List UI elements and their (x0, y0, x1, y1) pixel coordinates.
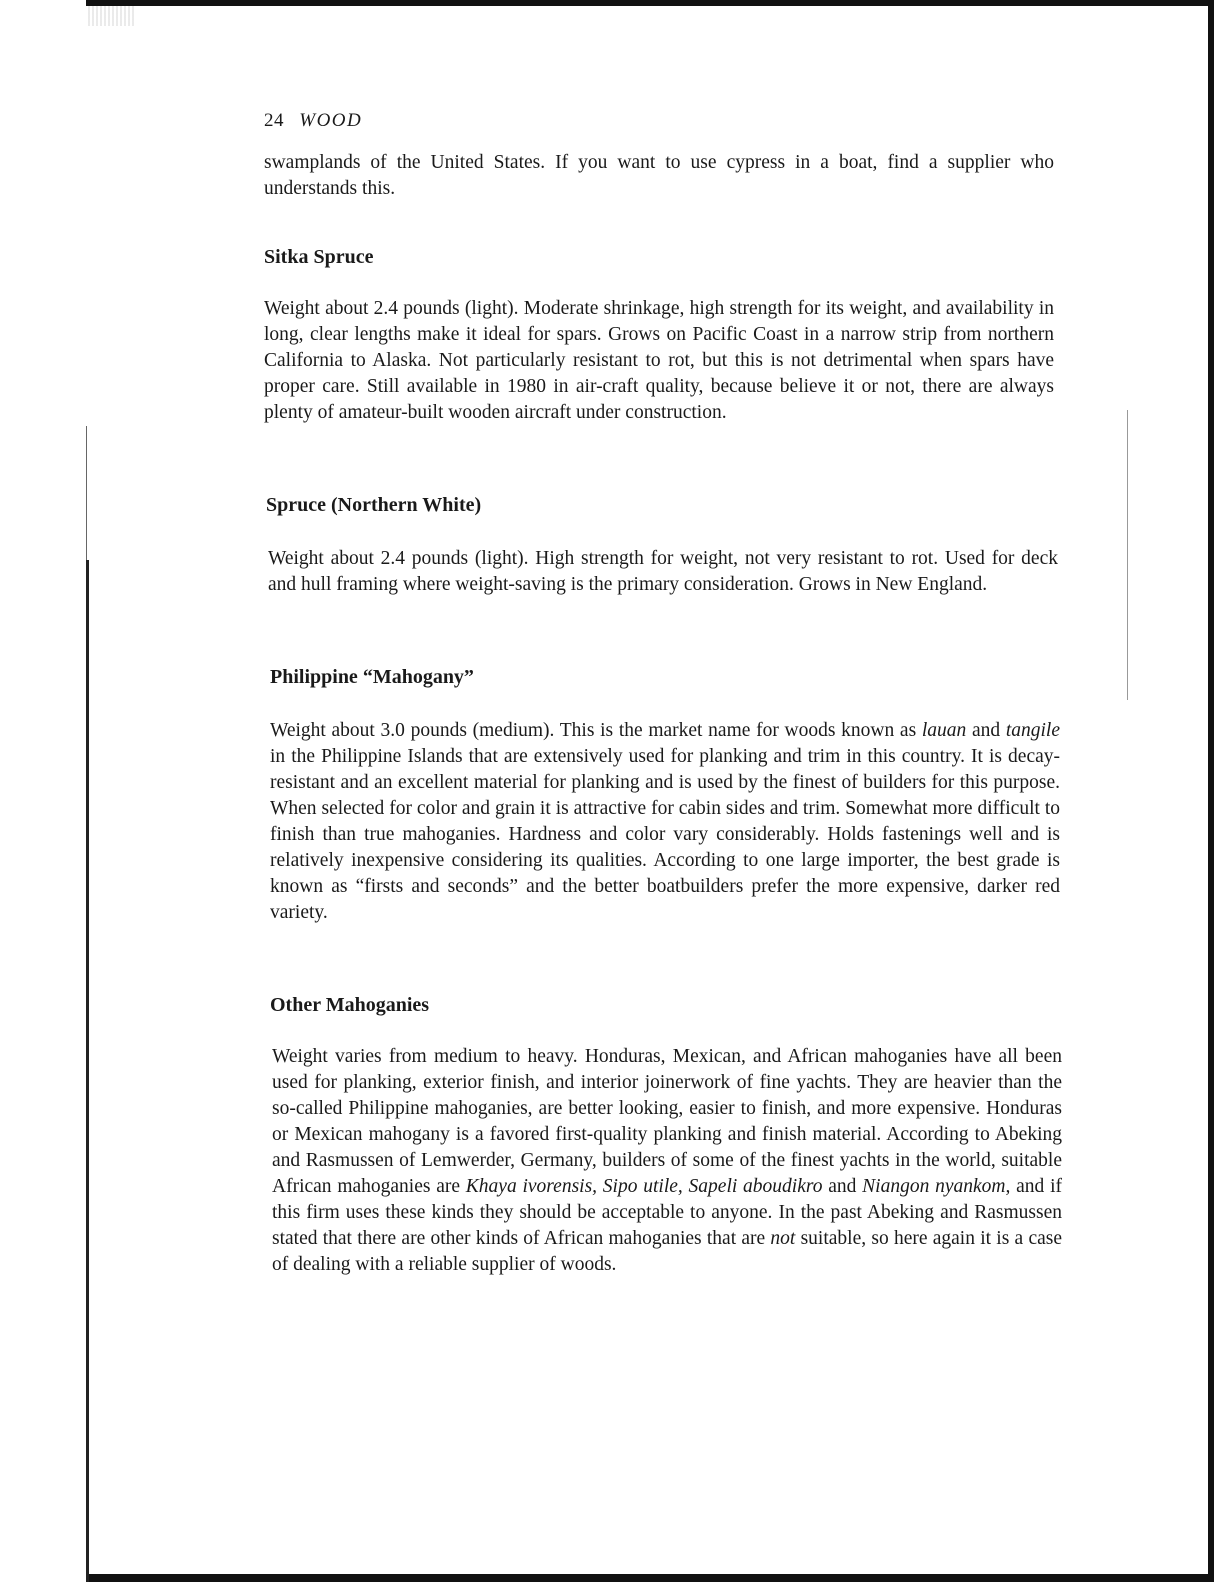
text-run: and (966, 720, 1006, 741)
section-heading-sitka-spruce: Sitka Spruce (264, 246, 374, 268)
text-run: suitable, so here again it is a case of dealing with a reliable supplier of woods. (272, 1228, 1062, 1275)
page-number: 24 (264, 110, 284, 131)
text-run: and (822, 1176, 863, 1197)
term-lauan: lauan (921, 720, 967, 741)
section-heading-northern-white-spruce: Spruce (Northern White) (266, 494, 482, 516)
text-run: Weight varies from medium to heavy. Honduras, Mexican, and African mahoganies have all been used for planking, exterior finish, and interior joinerwork of fine yachts. They are heavier than the so-called Philippine mahoganies, are better looking, easier to finish, and more expensive. Honduras or Mexican mahogany is a favored first-quality planking and finish material. According to Abeking and Rasmussen of Lemwerder, Germany, builders of some of the finest yachts in the world, suitable African mahoganies are (272, 1046, 1062, 1197)
scan-border-right (1208, 0, 1214, 1582)
section-body-philippine-mahogany (270, 718, 1060, 926)
section-body-northern-white-spruce: Weight about 2.4 pounds (light). High strength for weight, not very resistant to rot. Used for deck and hull framing where weight-saving is the primary consideration. Grows in New England. (268, 548, 1058, 595)
term-tangile: tangile (1005, 720, 1060, 741)
scan-border-top (86, 0, 1214, 6)
text-run: in the Philippine Islands that are extensively used for planking and trim in this country. It is decay-resistant and an excellent material for planking and is used by the finest of builders for this purpose. When selected for color and grain it is attractive for cabin sides and trim. Somewhat more difficult to finish than true mahoganies. Hardness and color vary considerably. Holds fastenings well and is relatively inexpensive considering its qualities. According to one large importer, the best grade is known as “firsts and seconds” and the better boatbuilders prefer the more expensive, darker red variety. (270, 746, 1060, 923)
species-niangon: Niangon nyankom, (862, 1176, 1011, 1197)
scan-border-left-thin (86, 426, 87, 560)
emphasis-not: not (770, 1228, 796, 1249)
scan-margin-line (1127, 410, 1128, 700)
running-head (264, 110, 362, 132)
section-heading-philippine-mahogany: Philippine “Mahogany” (270, 666, 474, 688)
scan-border-left (86, 560, 89, 1582)
species-list: Khaya ivorensis, Sipo utile, Sapeli aboudikro (465, 1176, 823, 1197)
text-run: and if this firm uses these kinds they should be acceptable to anyone. In the past Abeking and Rasmussen stated that there are other kinds of African mahoganies that are (272, 1176, 1062, 1249)
section-body-other-mahoganies (272, 1044, 1062, 1278)
scan-artifact (88, 6, 134, 26)
intro-paragraph: swamplands of the United States. If you want to use cypress in a boat, find a supplier who understands this. (264, 152, 1054, 199)
text-run: Weight about 3.0 pounds (medium). This is the market name for woods known as (270, 720, 922, 741)
section-heading-other-mahoganies: Other Mahoganies (270, 994, 430, 1016)
chapter-title: WOOD (299, 110, 363, 131)
section-body-sitka-spruce: Weight about 2.4 pounds (light). Moderate shrinkage, high strength for its weight, and availability in long, clear lengths make it ideal for spars. Grows on Pacific Coast in a narrow strip from northern California to Alaska. Not particularly resistant to rot, but this is not detrimental when spars have proper care. Still available in 1980 in air-craft quality, because believe it or not, there are always plenty of amateur-built wooden aircraft under construction. (264, 298, 1054, 423)
scan-border-bottom (86, 1574, 1214, 1582)
